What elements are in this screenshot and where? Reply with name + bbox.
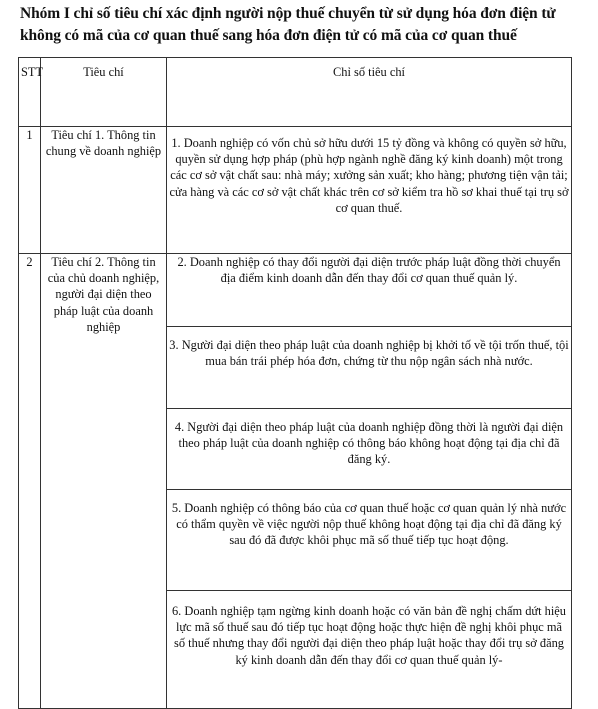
header-indicator: Chỉ số tiêu chí — [167, 58, 572, 127]
row-number: 1 — [19, 127, 41, 254]
indicator-cell: 2. Doanh nghiệp có thay đổi người đại diện trước pháp luật đồng thời chuyển địa điểm kinh doanh dẫn đến thay đổi cơ quan thuế quản lý. — [167, 254, 572, 327]
table-row — [19, 127, 572, 254]
indicator-cell: 6. Doanh nghiệp tạm ngừng kinh doanh hoặc có văn bản đề nghị chấm dứt hiệu lực mã số thuế sau đó tiếp tục hoạt động hoặc thực hiện đề nghị khôi phục mã số thuế nhưng thay đổi người đại diện theo pháp luật hoặc thay đổi trụ sở đăng ký kinh doanh dẫn đến thay đổi cơ quan thuế quản lý- — [167, 591, 572, 709]
indicator-cell: 5. Doanh nghiệp có thông báo của cơ quan thuế hoặc cơ quan quản lý nhà nước có thẩm quyền về việc người nộp thuế không hoạt động tại địa chỉ đã đăng ký sau đó đã được khôi phục mã số thuế tiếp tục hoạt động. — [167, 490, 572, 591]
table-row — [19, 254, 572, 327]
row-number: 2 — [19, 254, 41, 709]
header-criterion: Tiêu chí — [41, 58, 167, 127]
header-stt: STT — [19, 58, 41, 127]
criterion-cell: Tiêu chí 2. Thông tin của chủ doanh nghiệp, người đại diện theo pháp luật của doanh nghiệp — [41, 254, 167, 709]
document-heading: Nhóm I chỉ số tiêu chí xác định người nộp thuế chuyển từ sử dụng hóa đơn điện tử không có mã của cơ quan thuế sang hóa đơn điện tử có mã của cơ quan thuế — [20, 5, 556, 44]
criterion-cell: Tiêu chí 1. Thông tin chung về doanh nghiệp — [41, 127, 167, 254]
indicator-cell: 1. Doanh nghiệp có vốn chủ sở hữu dưới 15 tỷ đồng và không có quyền sở hữu, quyền sử dụng hợp pháp (phù hợp ngành nghề đăng ký kinh doanh) một trong các cơ sở vật chất sau: nhà máy; xưởng sản xuất; kho hàng; phương tiện vận tải; cửa hàng và các cơ sở vật chất khác trên cơ sở kiểm tra hồ sơ khai thuế tại trụ sở cơ quan thuế. — [167, 127, 572, 254]
indicator-cell: 4. Người đại diện theo pháp luật của doanh nghiệp đồng thời là người đại diện theo pháp luật của doanh nghiệp có thông báo không hoạt động tại địa chỉ đã đăng ký. — [167, 409, 572, 490]
criteria-table — [18, 57, 572, 709]
table-header-row — [19, 58, 572, 127]
indicator-cell: 3. Người đại diện theo pháp luật của doanh nghiệp bị khởi tố về tội trốn thuế, tội mua bán trái phép hóa đơn, chứng từ thu nộp ngân sách nhà nước. — [167, 327, 572, 409]
